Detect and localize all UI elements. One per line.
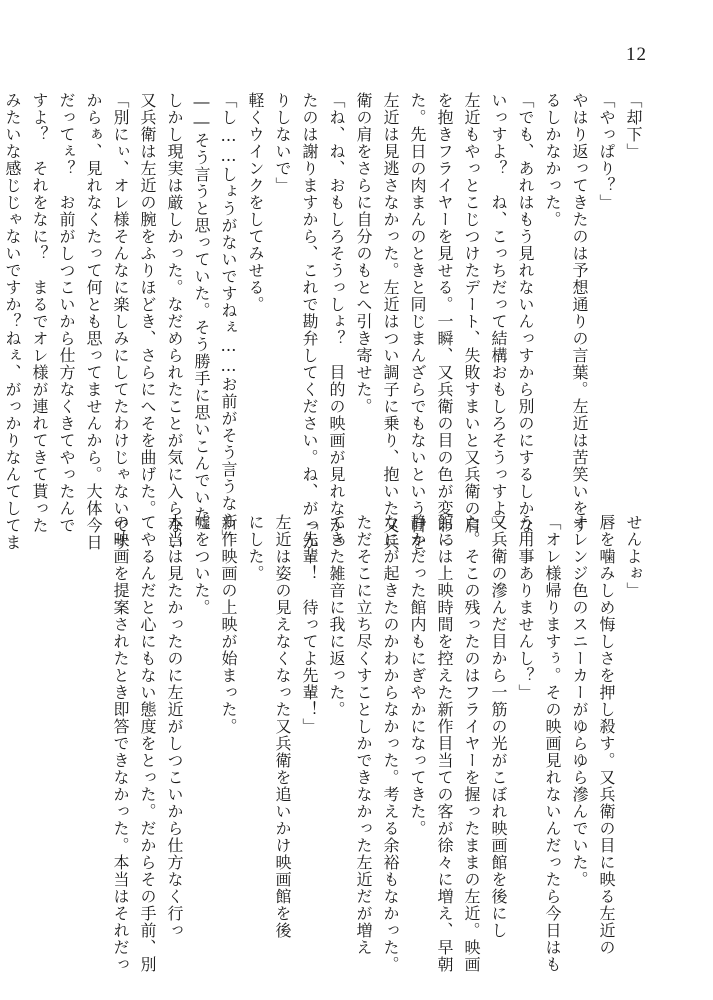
text-line: 静かだった館内もにぎやかになってきた。 — [408, 514, 427, 837]
text-line: の映画を提案されたとき即答できなかった。本当はそれだっ — [111, 514, 130, 973]
page-number: 12 — [626, 44, 647, 65]
text-line: 左近は見逃さなかった。左近はつい調子に乗り、抱いた又兵 — [381, 92, 400, 551]
text-line: だってぇ？ お前がしつこいから仕方なくきてやったんで — [57, 92, 76, 534]
text-line: てやるんだと心にもない態度をとった。だからその手前、別 — [138, 514, 157, 973]
text-line: た。そこの残ったのはフライヤーを握ったままの左近。映画 — [462, 514, 481, 973]
text-line: 又兵衛は左近の腕をふりほどき、さらにへそを曲げた。 — [138, 92, 157, 517]
text-line: 「別にぃ、オレ様そんなに楽しみにしてたわけじゃないです — [111, 92, 130, 551]
text-line: 新作映画の上映が始まった。 — [219, 514, 238, 735]
text-line: りしないで」 — [273, 92, 292, 194]
text-line: ただそこに立ち尽くすことしかできなかった左近だが増え — [354, 514, 373, 956]
text-line: 嘘をついた。 — [192, 514, 211, 616]
text-line: 「でも、あれはもう見れないんっすから別のにするしかな — [516, 92, 535, 534]
text-line: すよ？ それをなに？ まるでオレ様が連れてきて貰った — [30, 92, 49, 534]
text-line: 「先輩！ 待ってよ先輩！」 — [300, 514, 319, 735]
text-line: せんよぉ」 — [624, 514, 643, 599]
text-line: を抱きフライヤーを見せる。一瞬、又兵衛の目の色が変わっ — [435, 92, 454, 551]
text-line: 「ね、ね、おもしろそうっしょ？ 目的の映画が見れなかっ — [327, 92, 346, 551]
text-line: 館には上映時間を控えた新作目当ての客が徐々に増え、早朝 — [435, 514, 454, 973]
bottom-text-block — [67, 514, 647, 973]
text-line: ――そう言うと思っていた。そう勝手に思いこんでいた。 — [192, 92, 211, 540]
text-line: てきた雑音に我に返った。 — [327, 514, 346, 718]
text-line: 衛の肩をさらに自分のもとへ引き寄せた。 — [354, 92, 373, 415]
text-line: 「やっぱり？」 — [597, 92, 616, 211]
text-line: 又兵衛の滲んだ目から一筋の光がこぼれ映画館を後にし — [489, 514, 508, 939]
text-line: 軽くウインクをしてみせる。 — [246, 92, 265, 313]
text-line: 本当は見たかったのに左近がしつこいから仕方なく行っ — [165, 514, 184, 939]
text-line: るしかなかった。 — [543, 92, 562, 228]
text-line: にした。 — [246, 514, 265, 582]
text-line: オレンジ色のスニーカーがゆらゆら滲んでいた。 — [570, 514, 589, 888]
text-line: やはり返ってきたのは予想通りの言葉。左近は苦笑いをす — [570, 92, 589, 534]
text-line: 左近は姿の見えなくなった又兵衛を追いかけ映画館を後 — [273, 514, 292, 939]
text-line: 「し……しょうがないですねぇ……お前がそう言うなら」 — [219, 92, 238, 546]
text-line: いっすよ？ ね、こっちだって結構おもしろそうっすよ」 — [489, 92, 508, 534]
text-line: たのは謝りますから、これで勘弁してください。ね、がっか — [300, 92, 319, 551]
text-line: しかし現実は厳しかった。なだめられたことが気に入らない — [165, 92, 184, 551]
text-line: 「却下」 — [624, 92, 643, 160]
text-line: た。先日の肉まんのときと同じまんざらでもないという目を — [408, 92, 427, 551]
text-line: なにが起きたのかわからなかった。考える余裕もなかった。 — [381, 514, 400, 973]
text-line: 唇を噛みしめ悔しさを押し殺す。又兵衛の目に映る左近の — [597, 514, 616, 956]
text-line: 「オレ様帰りますぅ。その映画見れないんだったら今日はも — [543, 514, 562, 973]
text-line: う用事ありませんし？」 — [516, 514, 535, 701]
text-line: からぁ、見れなくたって何とも思ってませんから。大体今日 — [84, 92, 103, 551]
text-line: みたいな感じじゃないですか？ねぇ、がっかりなんてしてま — [3, 92, 22, 551]
text-line: 左近もやっとこじつけたデート、失敗すまいと又兵衛の肩 — [462, 92, 481, 534]
